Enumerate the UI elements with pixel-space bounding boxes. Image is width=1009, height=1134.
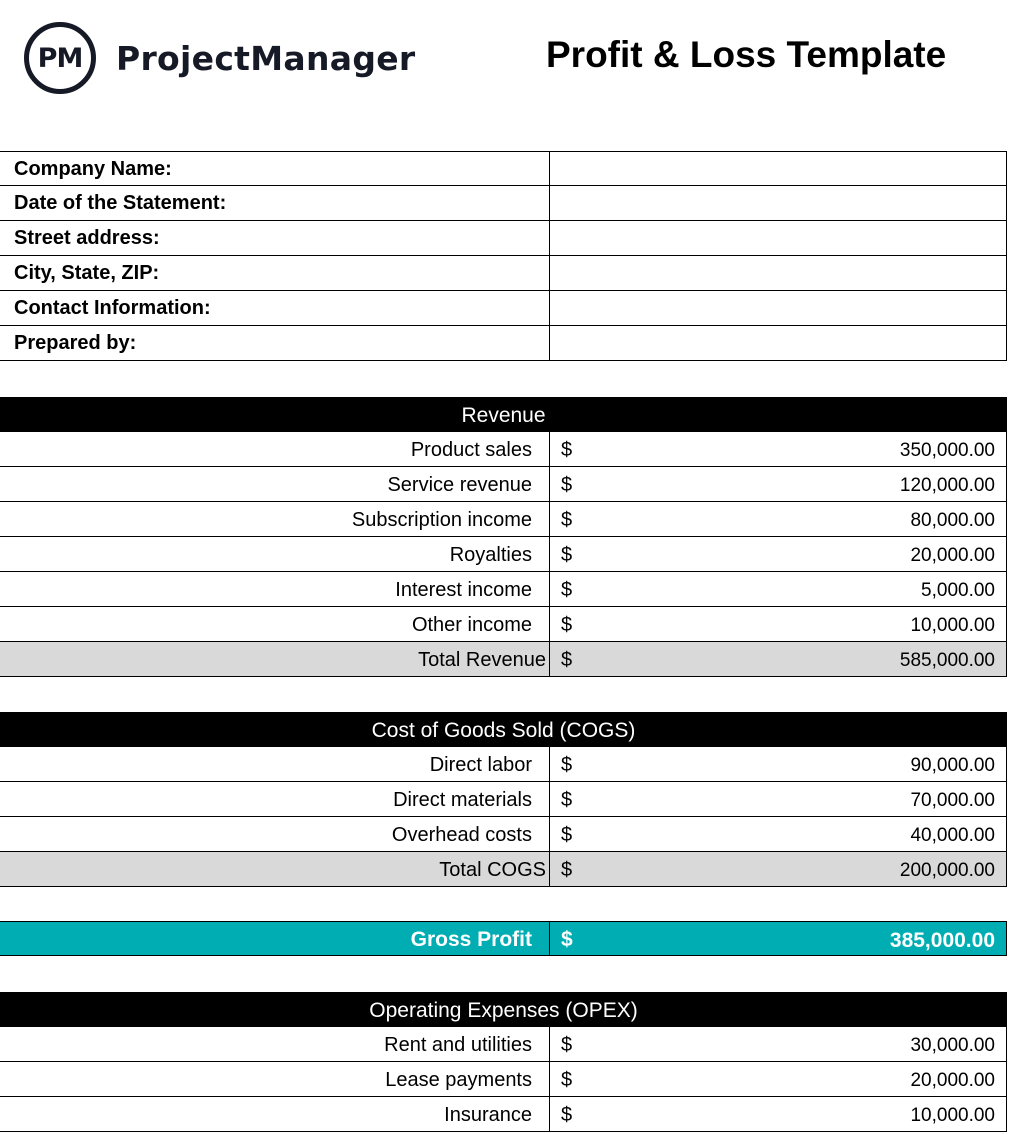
- amount-cell[interactable]: 120,000.00: [899, 475, 995, 496]
- prepared-by-field[interactable]: [550, 326, 1006, 360]
- row-label: Gross Profit: [0, 922, 550, 955]
- row-label: Product sales: [0, 432, 550, 466]
- currency-symbol: $: [561, 544, 573, 566]
- table-row: [0, 747, 1007, 782]
- currency-symbol: $: [561, 649, 573, 671]
- pm-logo-icon: PM: [24, 22, 96, 94]
- row-label: Lease payments: [0, 1062, 550, 1096]
- page-title: Profit & Loss Template: [546, 34, 947, 75]
- table-row: [0, 1097, 1007, 1132]
- table-row: [0, 782, 1007, 817]
- table-row: [0, 467, 1007, 502]
- amount-cell[interactable]: 10,000.00: [910, 1105, 995, 1126]
- currency-symbol: $: [561, 928, 573, 951]
- row-label: Rent and utilities: [0, 1027, 550, 1061]
- amount-cell[interactable]: 20,000.00: [910, 1070, 995, 1091]
- currency-symbol: $: [561, 579, 573, 601]
- row-label: Other income: [0, 607, 550, 641]
- currency-symbol: $: [561, 859, 573, 881]
- company-name-field[interactable]: [550, 152, 1006, 185]
- table-row: [0, 572, 1007, 607]
- currency-symbol: $: [561, 824, 573, 846]
- amount-cell[interactable]: 40,000.00: [910, 825, 995, 846]
- info-label: City, State, ZIP:: [0, 256, 550, 290]
- amount-cell[interactable]: 10,000.00: [910, 615, 995, 636]
- currency-symbol: $: [561, 1034, 573, 1056]
- table-row: [0, 817, 1007, 852]
- cogs-header: Cost of Goods Sold (COGS): [0, 712, 1007, 747]
- row-label: Insurance: [0, 1097, 550, 1131]
- currency-symbol: $: [561, 789, 573, 811]
- currency-symbol: $: [561, 1069, 573, 1091]
- cogs-section: [0, 712, 1007, 887]
- currency-symbol: $: [561, 439, 573, 461]
- currency-symbol: $: [561, 754, 573, 776]
- amount-cell[interactable]: 90,000.00: [910, 755, 995, 776]
- info-label: Prepared by:: [0, 326, 550, 360]
- company-info-table: [0, 151, 1007, 361]
- row-label: Total Revenue: [0, 642, 550, 676]
- table-row: [0, 1062, 1007, 1097]
- currency-symbol: $: [561, 474, 573, 496]
- total-amount: 200,000.00: [899, 860, 995, 881]
- opex-section: [0, 992, 1007, 1132]
- contact-info-field[interactable]: [550, 291, 1006, 325]
- city-state-zip-field[interactable]: [550, 256, 1006, 290]
- row-label: Interest income: [0, 572, 550, 606]
- row-label: Service revenue: [0, 467, 550, 501]
- gross-profit-section: [0, 921, 1007, 956]
- info-label: Contact Information:: [0, 291, 550, 325]
- brand-name: ProjectManager: [116, 38, 416, 78]
- info-row-company-name: [0, 151, 1007, 186]
- revenue-header: Revenue: [0, 397, 1007, 432]
- currency-symbol: $: [561, 1104, 573, 1126]
- info-label: Company Name:: [0, 152, 550, 185]
- street-address-field[interactable]: [550, 221, 1006, 255]
- table-row: [0, 502, 1007, 537]
- revenue-section: [0, 397, 1007, 677]
- amount-cell[interactable]: 30,000.00: [910, 1035, 995, 1056]
- table-row: [0, 432, 1007, 467]
- info-label: Date of the Statement:: [0, 186, 550, 220]
- info-row-date: [0, 186, 1007, 221]
- row-label: Subscription income: [0, 502, 550, 536]
- gross-profit-row: [0, 921, 1007, 956]
- info-label: Street address:: [0, 221, 550, 255]
- statement-date-field[interactable]: [550, 186, 1006, 220]
- row-label: Overhead costs: [0, 817, 550, 851]
- table-row: [0, 537, 1007, 572]
- table-row: [0, 1027, 1007, 1062]
- gross-profit-amount: 385,000.00: [889, 929, 995, 952]
- amount-cell[interactable]: 70,000.00: [910, 790, 995, 811]
- currency-symbol: $: [561, 614, 573, 636]
- row-label: Direct labor: [0, 747, 550, 781]
- table-row: [0, 607, 1007, 642]
- row-label: Royalties: [0, 537, 550, 571]
- total-revenue-row: [0, 642, 1007, 677]
- info-row-street: [0, 221, 1007, 256]
- info-row-prepared-by: [0, 326, 1007, 361]
- amount-cell[interactable]: 20,000.00: [910, 545, 995, 566]
- opex-header: Operating Expenses (OPEX): [0, 992, 1007, 1027]
- row-label: Total COGS: [0, 852, 550, 886]
- total-cogs-row: [0, 852, 1007, 887]
- info-row-contact: [0, 291, 1007, 326]
- row-label: Direct materials: [0, 782, 550, 816]
- amount-cell[interactable]: 80,000.00: [910, 510, 995, 531]
- amount-cell[interactable]: 350,000.00: [899, 440, 995, 461]
- brand-logo: [24, 22, 416, 94]
- amount-cell[interactable]: 5,000.00: [921, 580, 995, 601]
- info-row-city: [0, 256, 1007, 291]
- total-amount: 585,000.00: [899, 650, 995, 671]
- currency-symbol: $: [561, 509, 573, 531]
